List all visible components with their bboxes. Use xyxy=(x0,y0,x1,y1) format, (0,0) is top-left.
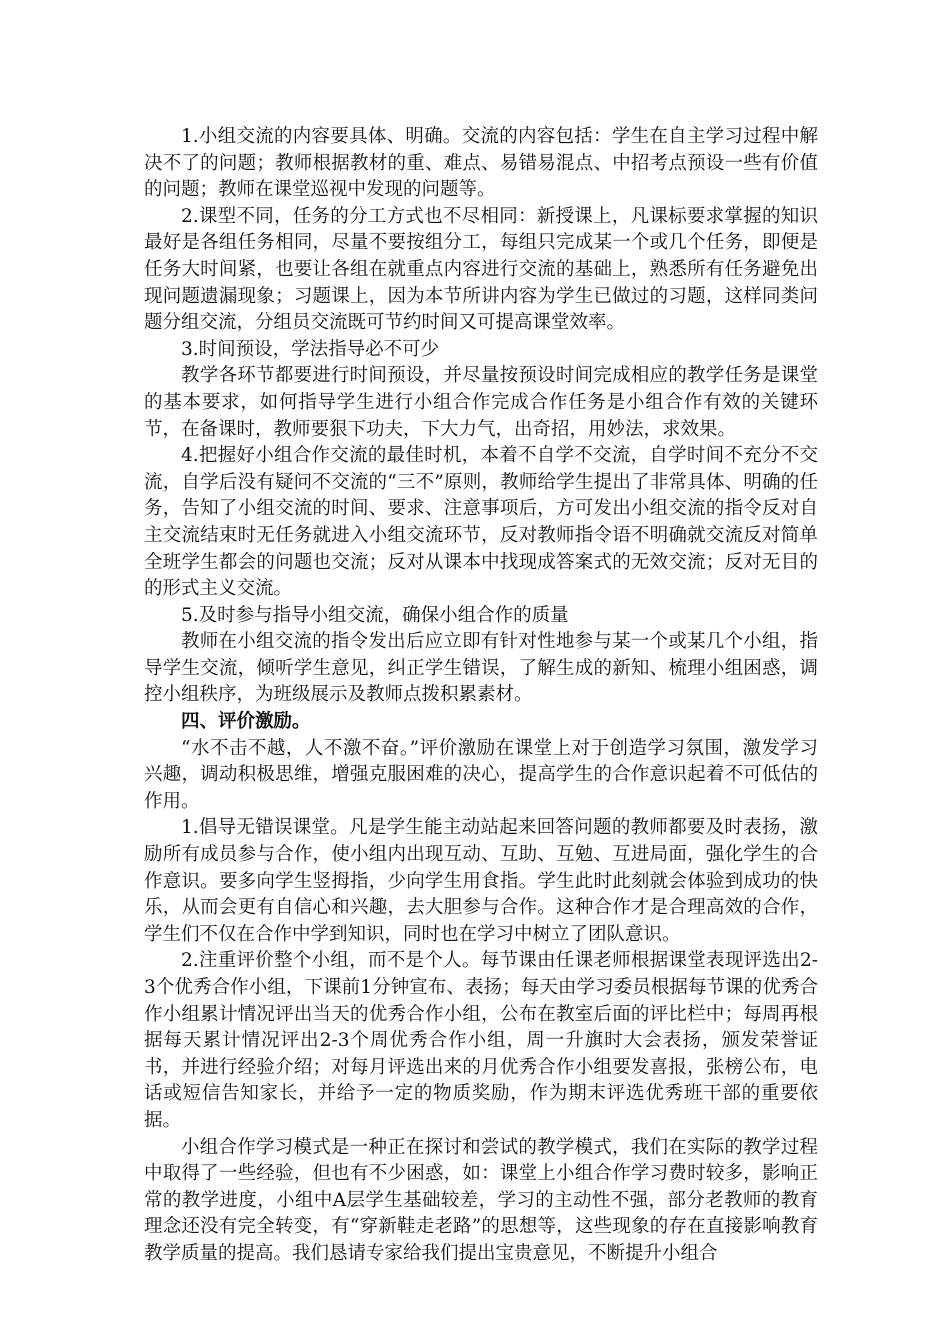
section-heading: 四、评价激励。 xyxy=(181,711,311,733)
paragraph-3: 3.时间预设，学法指导必不可少 xyxy=(181,338,440,360)
paragraph-4: 教学各环节都要进行时间预设，并尽量按预设时间完成相应的教学任务是课堂的基本要求，如何指导学生进行小组合作完成合作任务是小组合作有效的关键环节，在备课时，教师要狠下功夫，下大力气，出奇招，用妙法，求效果。 xyxy=(144,365,818,440)
paragraph-8: “水不击不越，人不激不奋。”评价激励在课堂上对于创造学习氛围，激发学习兴趣，调动积极思维，增强克服困难的决心，提高学生的合作意识起着不可低估的作用。 xyxy=(144,737,818,812)
paragraph-1: 1.小组交流的内容要具体、明确。交流的内容包括：学生在自主学习过程中解决不了的问题；教师根据教材的重、难点、易错易混点、中招考点预设一些有价值的问题；教师在课堂巡视中发现的问题等。 xyxy=(144,126,818,201)
paragraph-5: 4.把握好小组合作交流的最佳时机，本着不自学不交流，自学时间不充分不交流，自学后没有疑问不交流的“三不”原则，教师给学生提出了非常具体、明确的任务，告知了小组交流的时间、要求、注意事项后，方可发出小组交流的指令反对自主交流结束时无任务就进入小组交流环节，反对教师指令语不明确就交流反对简单全班学生都会的问题也交流；反对从课本中找现成答案式的无效交流；反对无目的的形式主义交流。 xyxy=(144,445,818,600)
paragraph-7: 教师在小组交流的指令发出后应立即有针对性地参与某一个或某几个小组，指导学生交流，倾听学生意见，纠正学生错误，了解生成的新知、梳理小组困惑，调控小组秩序，为班级展示及教师点拨积累素材。 xyxy=(144,631,818,706)
paragraph-2: 2.课型不同，任务的分工方式也不尽相同：新授课上，凡课标要求掌握的知识最好是各组任务相同，尽量不要按组分工，每组只完成某一个或几个任务，即便是任务大时间紧，也要让各组在就重点内容进行交流的基础上，熟悉所有任务避免出现问题遗漏现象；习题课上，因为本节所讲内容为学生已做过的习题，这样同类问题分组交流，分组员交流既可节约时间又可提高课堂效率。 xyxy=(144,205,818,334)
paragraph-6: 5.及时参与指导小组交流，确保小组合作的质量 xyxy=(181,604,569,626)
paragraph-9: 1.倡导无错误课堂。凡是学生能主动站起来回答问题的教师都要及时表扬，激励所有成员参与合作，使小组内出现互动、互助、互勉、互进局面，强化学生的合作意识。要多向学生竖拇指，少向学生用食指。学生此时此刻就会体验到成功的快乐，从而会更有自信心和兴趣，去大胆参与合作。这种合作才是合理高效的合作，学生们不仅在合作中学到知识，同时也在学习中树立了团队意识。 xyxy=(144,817,818,945)
paragraph-11: 小组合作学习模式是一种正在探讨和尝试的教学模式，我们在实际的教学过程中取得了一些经验，但也有不少困惑，如：课堂上小组合作学习费时较多，影响正常的教学进度，小组中A层学生基础较差，学习的主动性不强，部分老教师的教育理念还没有完全转变，有“穿新鞋走老路”的思想等，这些现象的存在直接影响教育教学质量的提高。我们恳请专家给我们提出宝贵意见，不断提升小组合 xyxy=(144,1136,818,1264)
paragraph-10: 2.注重评价整个小组，而不是个人。每节课由任课老师根据课堂表现评选出2-3个优秀合作小组，下课前1分钟宣布、表扬；每天由学习委员根据每节课的优秀合作小组累计情况评出当天的优秀合作小组，公布在教室后面的评比栏中；每周再根据每天累计情况评出2-3个周优秀合作小组，周一升旗时大会表扬，颁发荣誉证书，并进行经验介绍；对每月评选出来的月优秀合作小组要发喜报，张榜公布，电话或短信告知家长，并给予一定的物质奖励，作为期末评选优秀班干部的重要依据。 xyxy=(144,950,818,1131)
